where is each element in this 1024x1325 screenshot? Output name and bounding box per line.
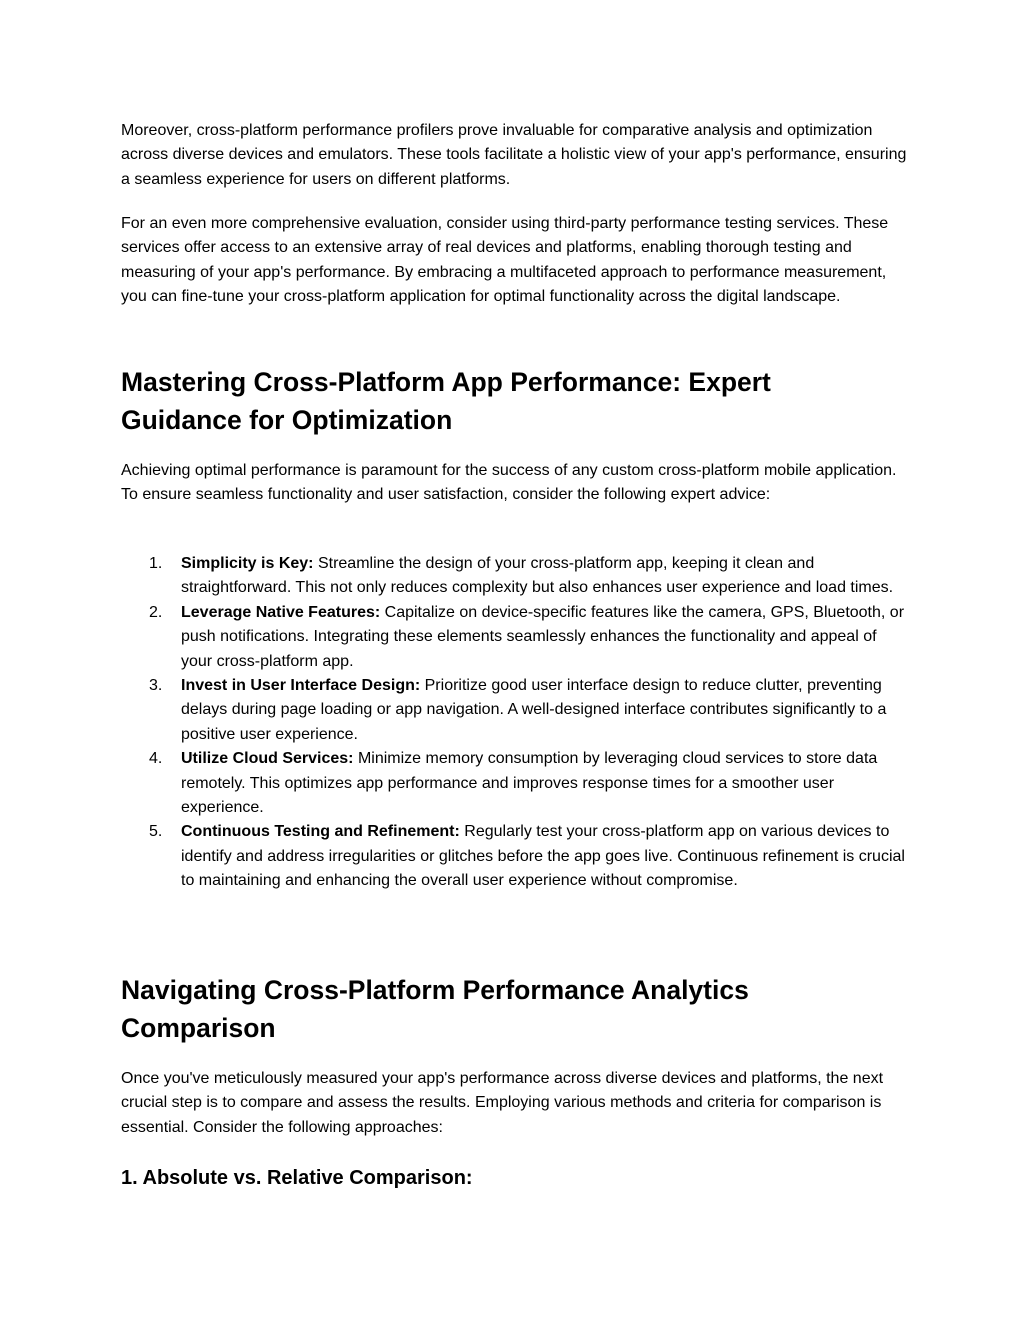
list-item-title: Simplicity is Key: (181, 555, 314, 572)
list-item (121, 674, 911, 747)
list-item (121, 601, 911, 674)
list-item-title: Utilize Cloud Services: (181, 750, 354, 768)
paragraph-achieving: Achieving optimal performance is paramount for the success of any custom cross-platform mobile application. To ensure seamless functionality and user satisfaction, consider the following expert advice: (121, 462, 897, 504)
list-item (121, 820, 911, 893)
list-item-title: Continuous Testing and Refinement: (181, 823, 460, 841)
list-number: 5. (149, 823, 163, 841)
subheading-absolute-relative: 1. Absolute vs. Relative Comparison: (121, 1167, 473, 1189)
list-item-text: Prioritize good user interface design to reduce clutter, preventing delays during page loading or app navigation. A well-designed interface contributes significantly to a positive user experience. (181, 677, 887, 743)
list-number: 3. (149, 677, 163, 695)
list-item (121, 747, 911, 820)
list-number: 1. (149, 555, 163, 572)
heading-navigating: Navigating Cross-Platform Performance Analytics Comparison (121, 975, 749, 1043)
tips-list (121, 552, 911, 894)
paragraph-profilers: Moreover, cross-platform performance profilers prove invaluable for comparative analysis and optimization across diverse devices and emulators. These tools facilitate a holistic view of your app's performance, ensuring a seamless experience for users on different platforms. (121, 122, 907, 188)
list-item-title: Invest in User Interface Design: (181, 677, 421, 695)
list-item-text: Minimize memory consumption by leveraging cloud services to store data remotely. This optimizes app performance and improves response times for a smoother user experience. (181, 750, 878, 817)
list-item-text: Capitalize on device-specific features like the camera, GPS, Bluetooth, or push notifications. Integrating these elements seamlessly enhances the functionality and appeal of your cross-platform app. (181, 603, 905, 670)
list-item (121, 552, 911, 601)
heading-mastering: Mastering Cross-Platform App Performance: Expert Guidance for Optimization (121, 367, 771, 435)
list-item-title: Leverage Native Features: (181, 603, 381, 621)
list-number: 2. (149, 603, 163, 621)
list-item-text: Regularly test your cross-platform app on various devices to identify and address irregularities or glitches before the app goes live. Continuous refinement is crucial to maintaining and enhancing the overall user experience without compromise. (181, 823, 905, 890)
list-number: 4. (149, 750, 163, 768)
paragraph-once: Once you've meticulously measured your app's performance across diverse devices and platforms, the next crucial step is to compare and assess the results. Employing various methods and criteria for comparison is essential. Consider the following approaches: (121, 1070, 884, 1136)
list-item-text: Streamline the design of your cross-platform app, keeping it clean and straightforward. This not only reduces complexity but also enhances user experience and load times. (181, 555, 894, 597)
paragraph-third-party: For an even more comprehensive evaluation, consider using third-party performance testing services. These services offer access to an extensive array of real devices and platforms, enabling thorough testing and measuring of your app's performance. By embracing a multifaceted approach to performance measurement, you can fine-tune your cross-platform application for optimal functionality across the digital landscape. (121, 215, 889, 306)
